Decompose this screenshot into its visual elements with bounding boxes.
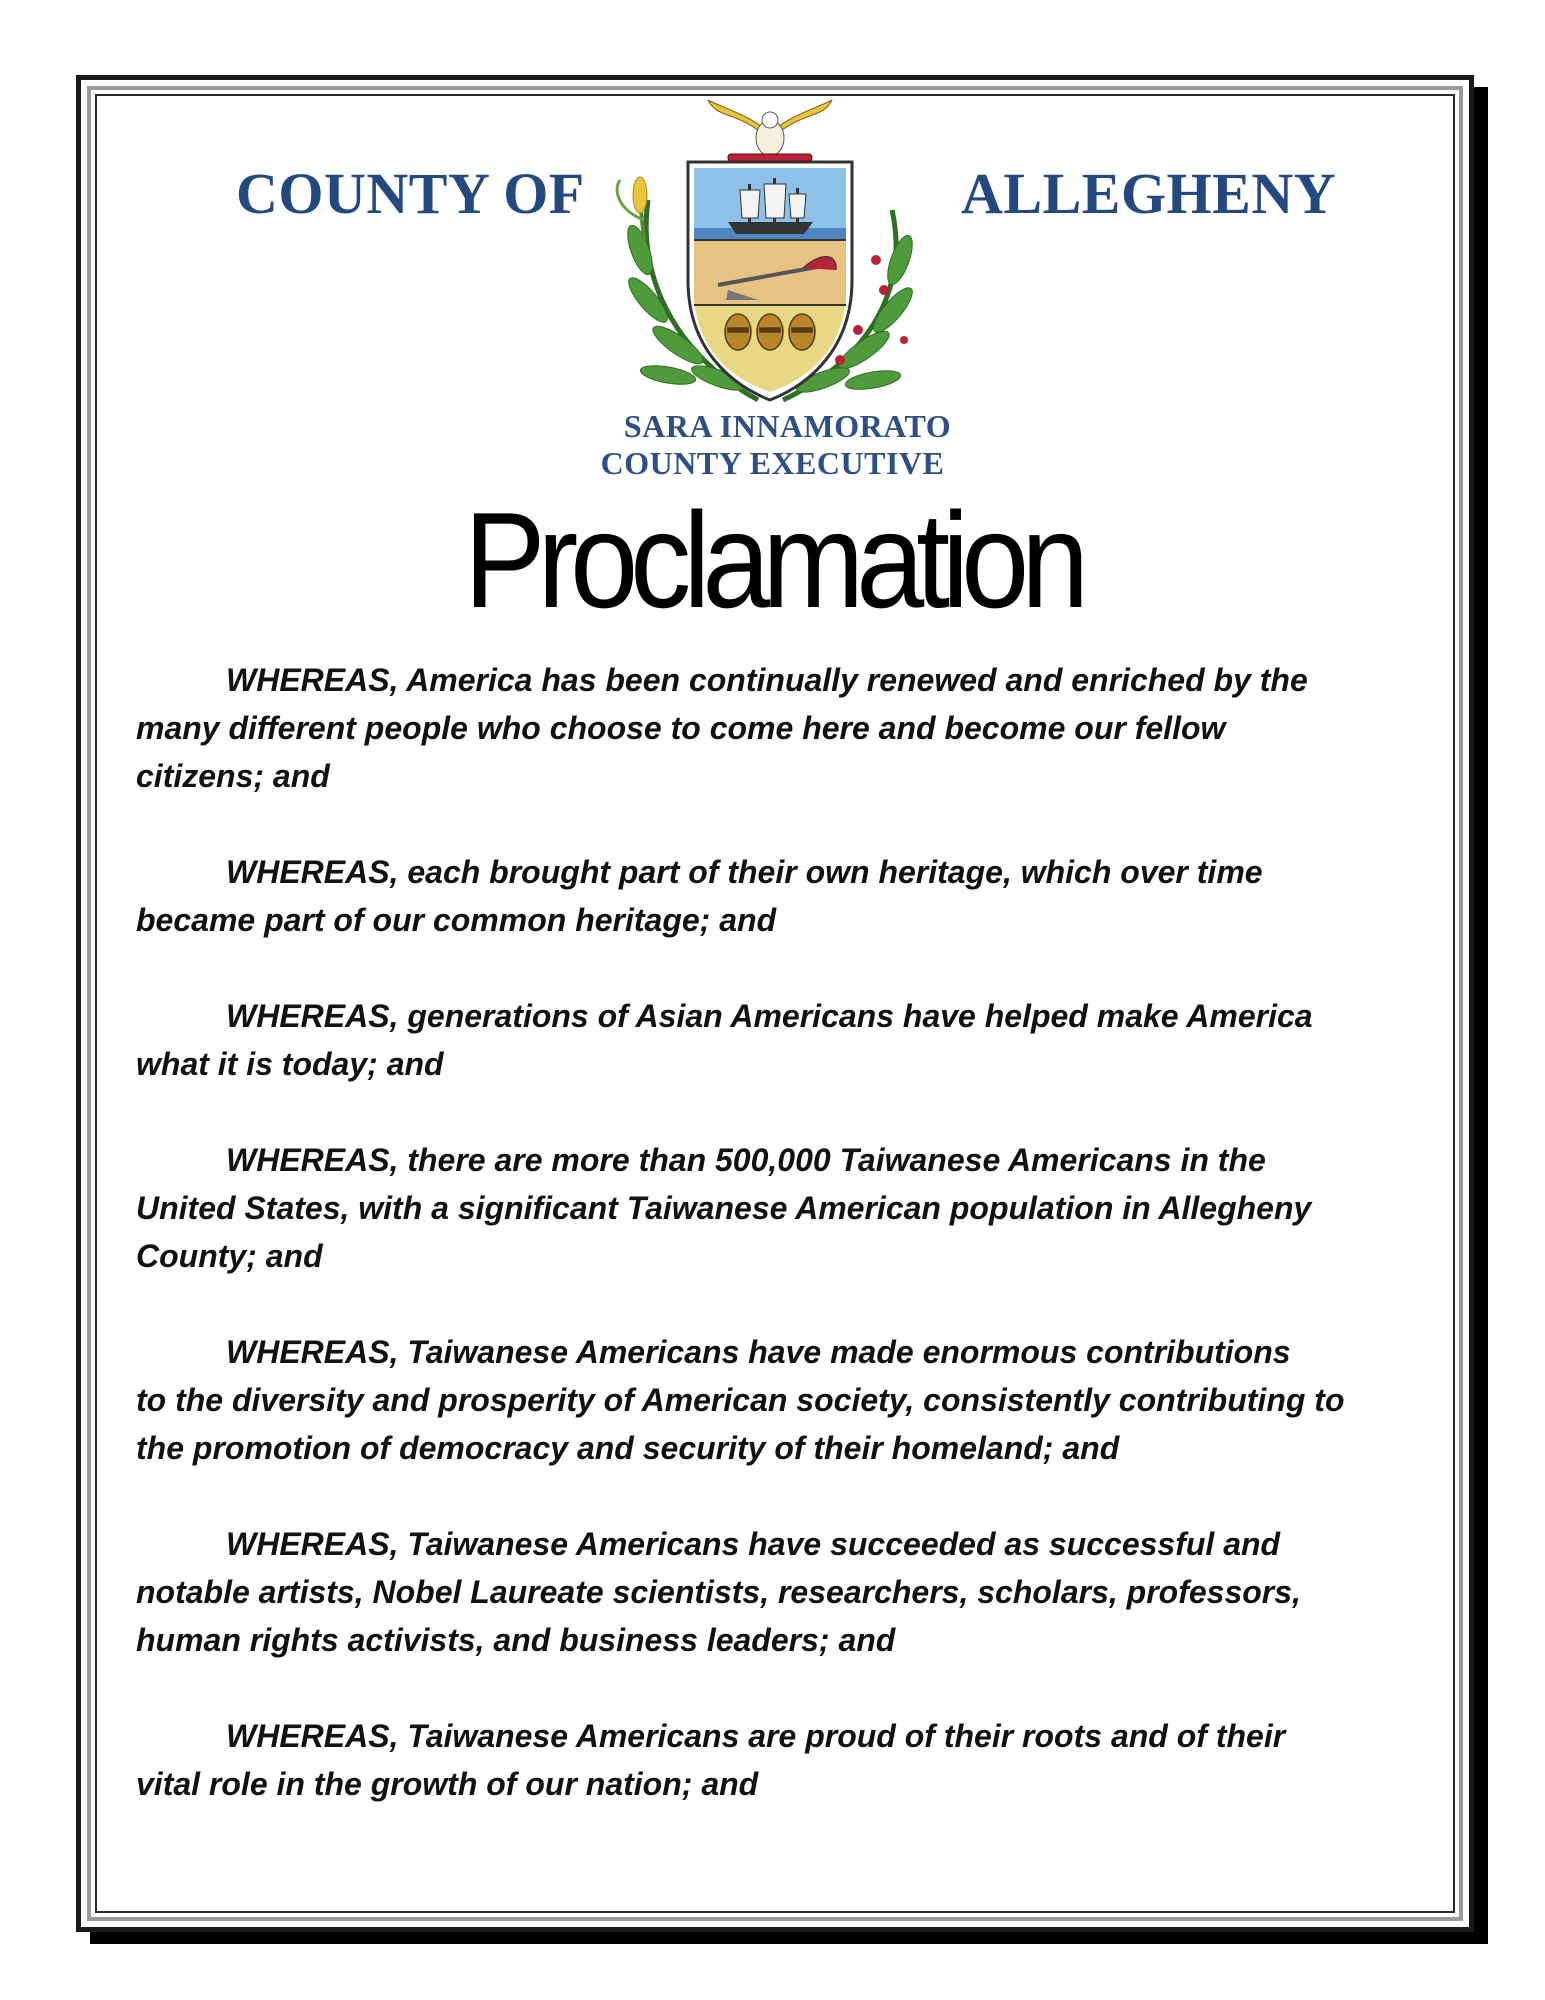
paragraph-line: County; and [136, 1238, 323, 1274]
proclamation-title: Proclamation [463, 484, 1082, 636]
paragraph-line: many different people who choose to come here and become our fellow [136, 710, 1226, 746]
paragraph-line: notable artists, Nobel Laureate scientists, researchers, scholars, professors, [136, 1574, 1301, 1610]
paragraph-line: vital role in the growth of our nation; and [136, 1766, 759, 1802]
allegheny-heading: ALLEGHENY [961, 161, 1337, 226]
wheat-sheaves [725, 314, 815, 350]
paragraph-line: United States, with a significant Taiwanese American population in Allegheny [136, 1190, 1312, 1226]
whereas-paragraph [136, 992, 1536, 1088]
whereas-paragraph [136, 848, 1536, 944]
eagle-crest [708, 100, 832, 161]
paragraph-line: WHEREAS, Taiwanese Americans have made enormous contributions [226, 1334, 1291, 1370]
paragraph-line: WHEREAS, generations of Asian Americans have helped make America [226, 998, 1313, 1034]
paragraph-line: WHEREAS, Taiwanese Americans have succeeded as successful and [226, 1526, 1281, 1562]
paragraph-line: WHEREAS, America has been continually renewed and enriched by the [226, 662, 1308, 698]
proclamation-body [136, 656, 1536, 1856]
executive-name: SARA INNAMORATO [623, 408, 952, 444]
whereas-paragraph [136, 1712, 1536, 1808]
paragraph-line: the promotion of democracy and security of their homeland; and [136, 1430, 1120, 1466]
whereas-paragraph [136, 656, 1536, 800]
whereas-paragraph [136, 1520, 1536, 1664]
county-of-heading: COUNTY OF [236, 161, 585, 226]
paragraph-line: human rights activists, and business leaders; and [136, 1622, 896, 1658]
whereas-paragraph [136, 1328, 1536, 1472]
whereas-paragraph [136, 1136, 1536, 1280]
paragraph-line: what it is today; and [136, 1046, 444, 1082]
paragraph-line: WHEREAS, Taiwanese Americans are proud of their roots and of their [226, 1718, 1286, 1754]
paragraph-line: WHEREAS, there are more than 500,000 Taiwanese Americans in the [226, 1142, 1266, 1178]
paragraph-line: citizens; and [136, 758, 330, 794]
allegheny-county-seal-icon [608, 100, 932, 418]
paragraph-line: to the diversity and prosperity of American society, consistently contributing to [136, 1382, 1345, 1418]
executive-title: COUNTY EXECUTIVE [600, 445, 945, 481]
paragraph-line: became part of our common heritage; and [136, 902, 777, 938]
paragraph-line: WHEREAS, each brought part of their own heritage, which over time [226, 854, 1263, 890]
